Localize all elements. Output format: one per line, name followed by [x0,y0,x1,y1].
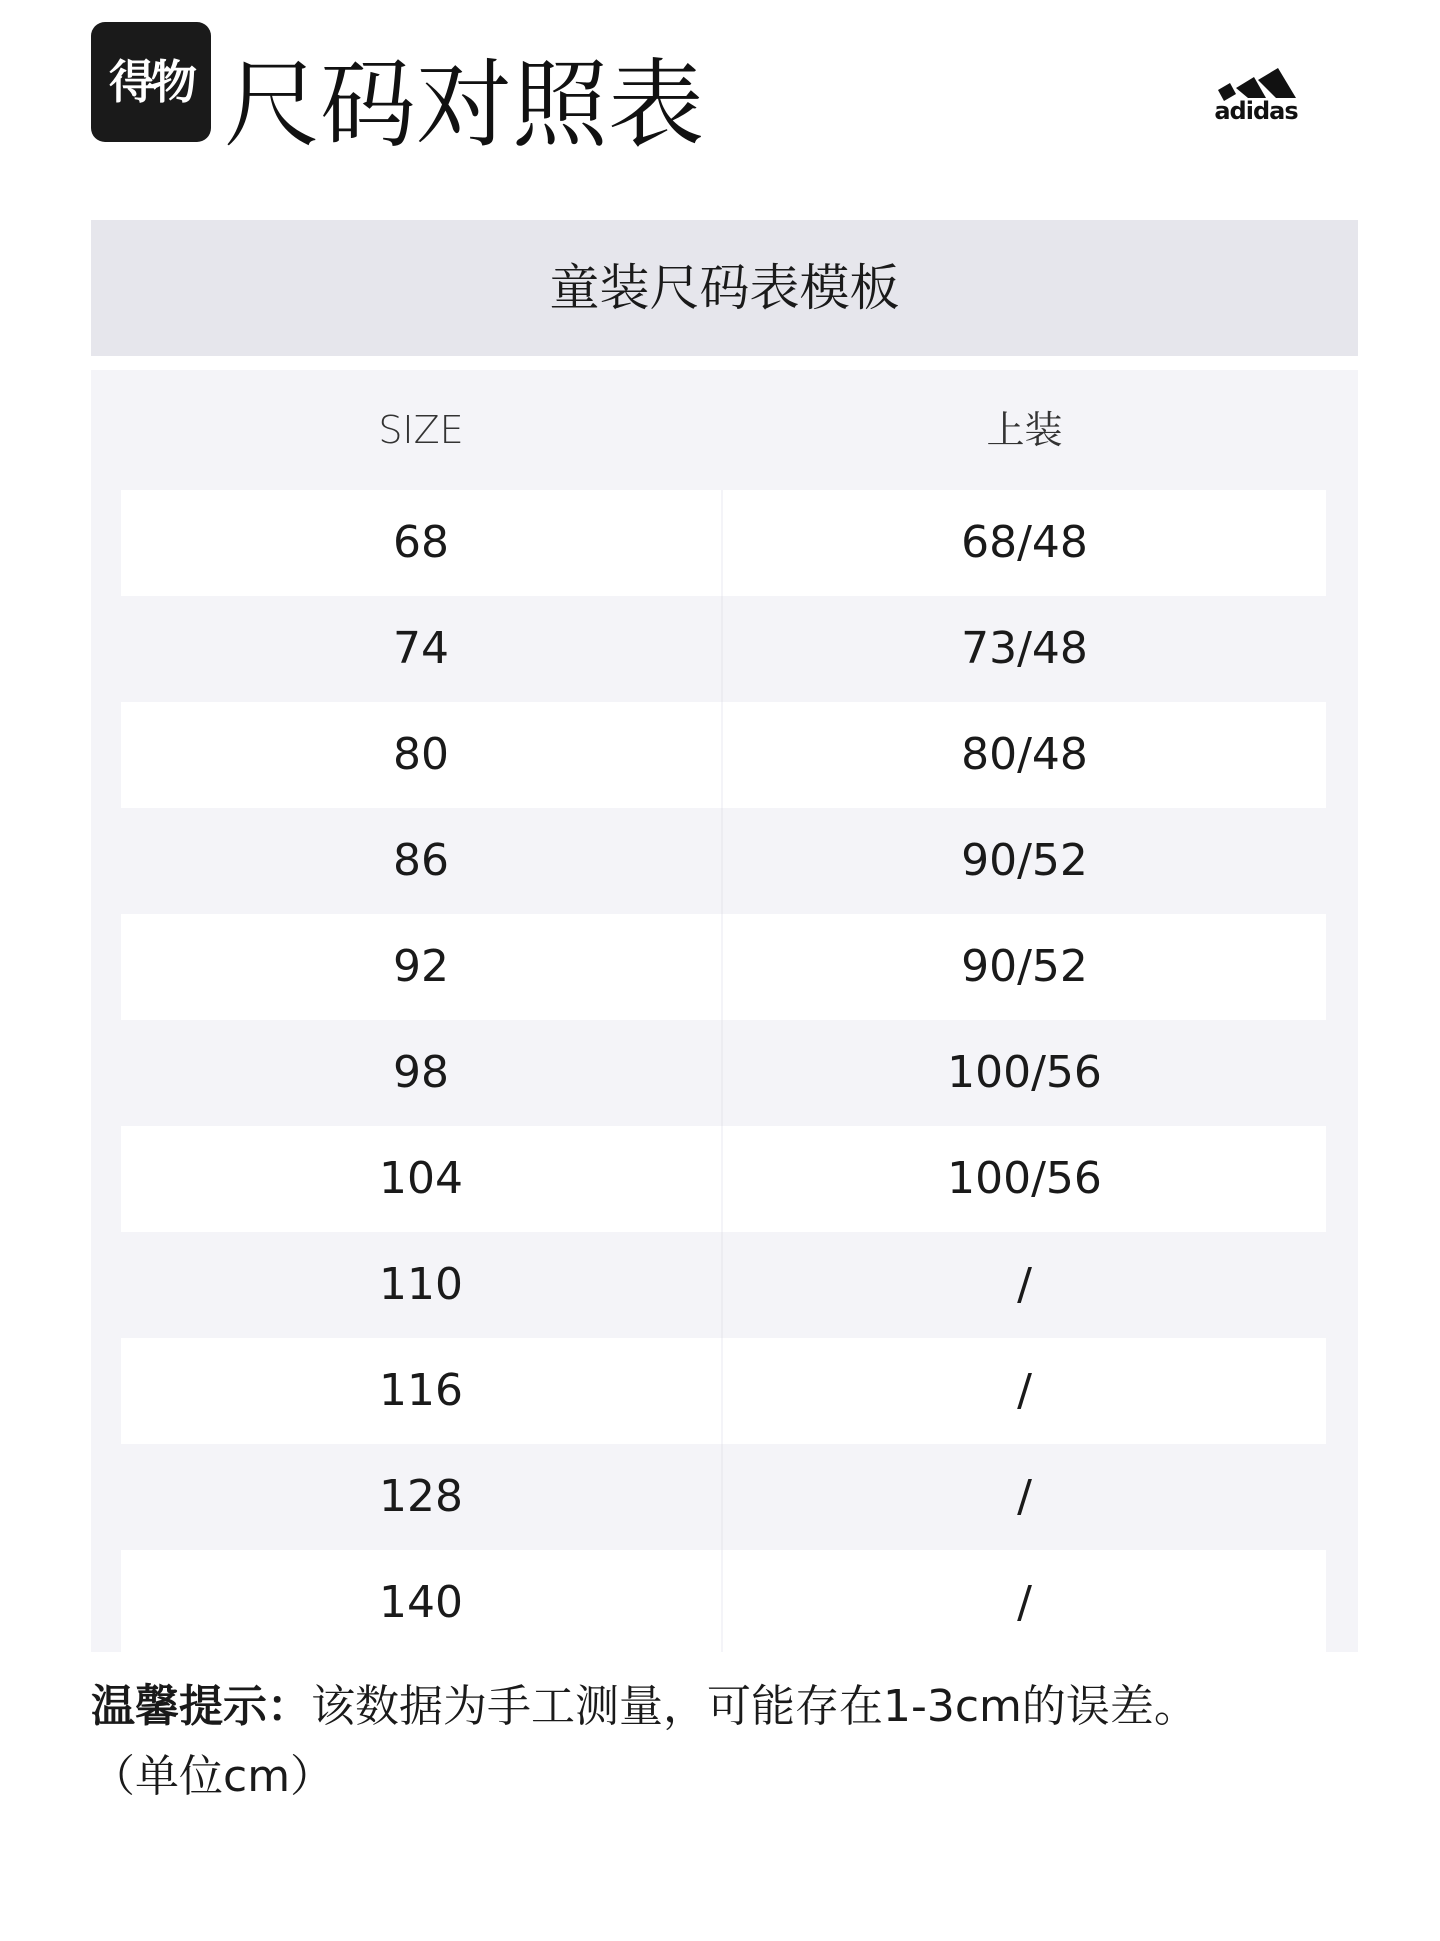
top-size-cell: / [723,1550,1326,1656]
top-size-cell: / [1017,1259,1032,1310]
top-size-cell: 100/56 [947,1047,1102,1098]
size-cell: 92 [121,914,721,1020]
table-row [121,914,1326,1020]
dewu-logo: 得物 [91,22,211,142]
table-row [121,1338,1326,1444]
table-row [121,1126,1326,1232]
table-row [121,1232,1326,1338]
table-title-bar [91,220,1358,356]
top-size-cell: / [723,1338,1326,1444]
size-cell: 128 [121,1444,723,1550]
size-cell: 116 [121,1338,721,1444]
top-size-cell: 90/52 [723,914,1326,1020]
top-size-cell: / [1017,1471,1032,1522]
table-rows [121,490,1326,1656]
top-size-cell: 90/52 [961,835,1088,886]
page-header [0,0,1440,200]
size-chart-table [91,220,1358,1652]
note [91,1672,1361,1812]
size-cell: 74 [121,596,723,702]
top-size-cell: 80/48 [723,702,1326,808]
top-size-cell: 100/56 [723,1126,1326,1232]
table-row [121,596,1326,702]
table-title: 童装尺码表模板 [549,259,900,317]
page-title: 尺码对照表 [224,49,704,161]
size-cell: 68 [121,490,721,596]
adidas-logo [1196,44,1316,124]
size-cell: 110 [121,1232,723,1338]
table-row [121,1020,1326,1126]
size-cell: 80 [121,702,721,808]
table-row [121,808,1326,914]
column-header-top: 上装 [986,408,1063,452]
adidas-logo-graphic [1196,44,1316,124]
adidas-wordmark: adidas [1214,97,1298,124]
table-body [91,370,1358,1652]
size-cell: 98 [121,1020,723,1126]
table-row [121,1550,1326,1656]
table-row [121,490,1326,596]
top-size-cell: 68/48 [723,490,1326,596]
size-cell: 104 [121,1126,721,1232]
top-size-cell: 73/48 [961,623,1088,674]
note-label: 温馨提示： [91,1681,311,1732]
size-cell: 140 [121,1550,721,1656]
table-row [121,1444,1326,1550]
size-cell: 86 [121,808,723,914]
note-text: 该数据为手工测量，可能存在1-3cm的误差。 [311,1681,1198,1732]
column-header-size: SIZE [378,408,464,452]
note-unit: （单位cm） [91,1751,335,1802]
table-row [121,702,1326,808]
